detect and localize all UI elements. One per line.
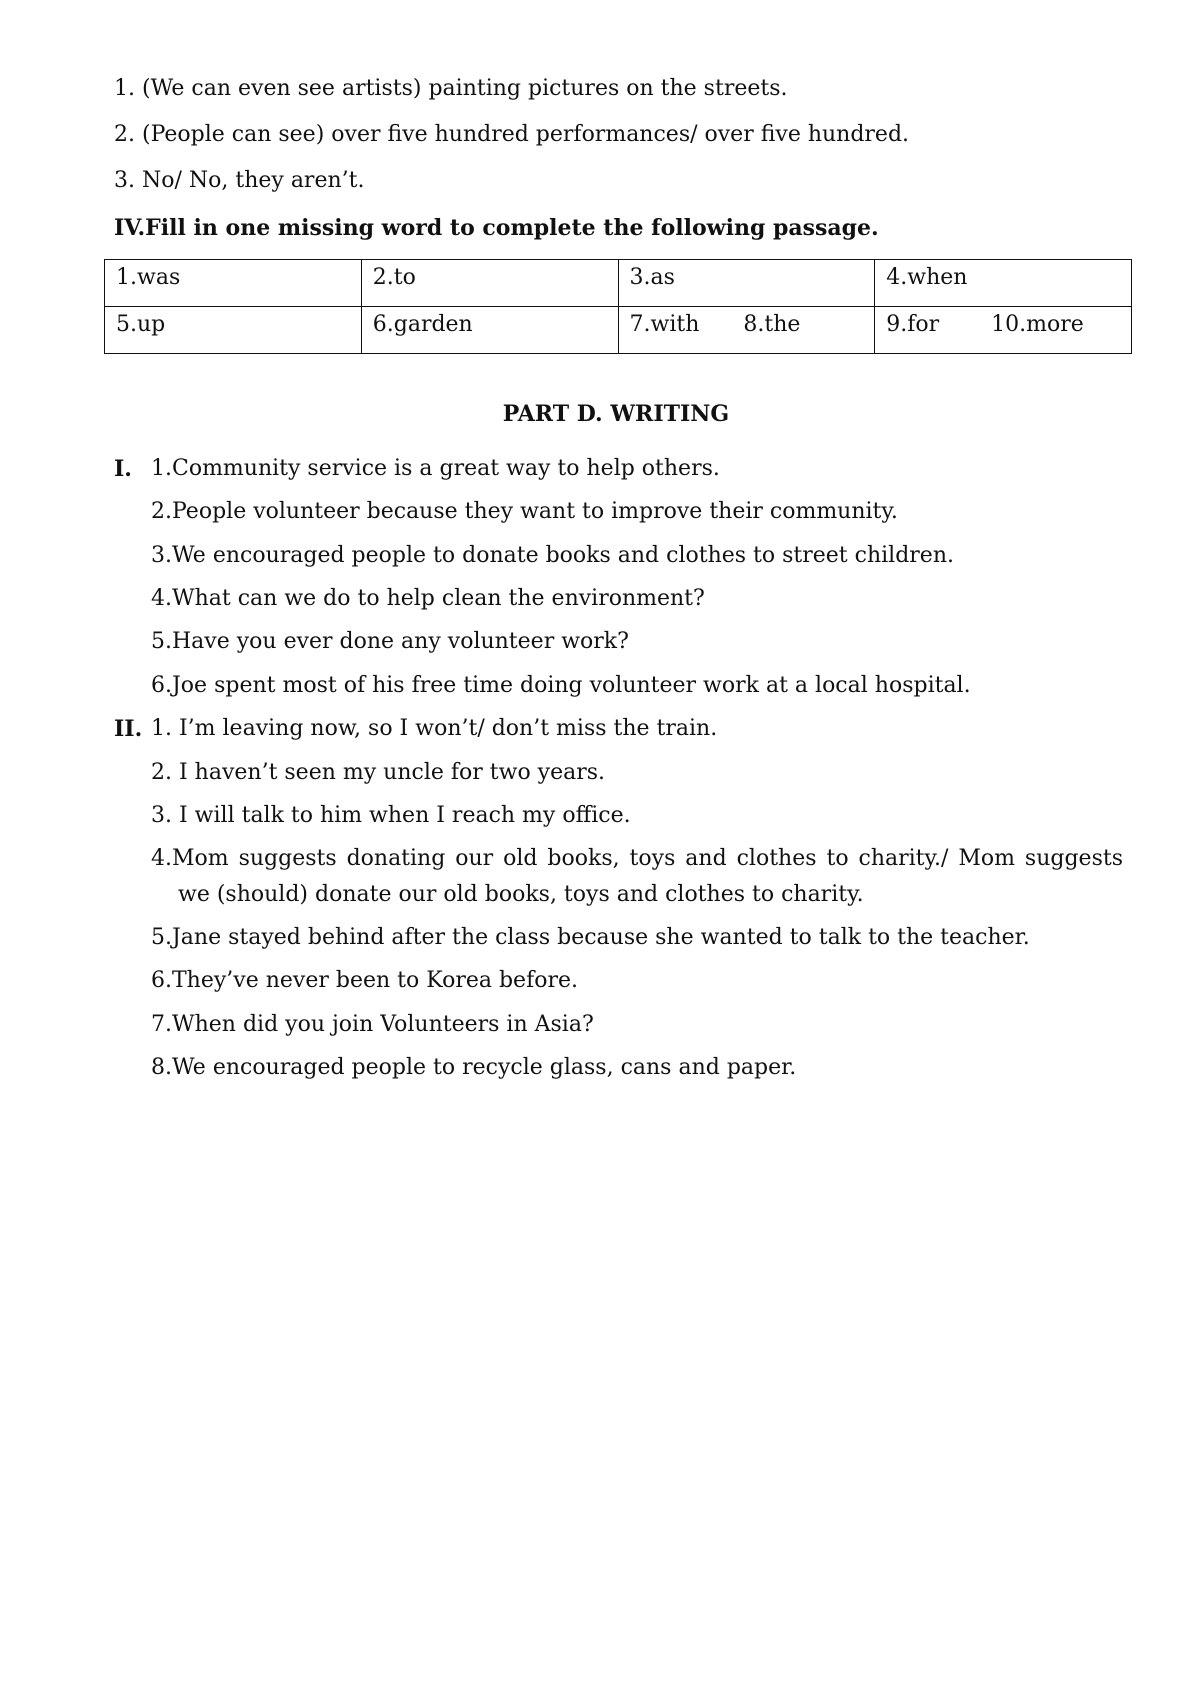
list-item: 1.Community service is a great way to help others. <box>151 456 720 481</box>
answer-7: 7.with <box>629 312 700 337</box>
answer-9: 9.for <box>886 312 940 337</box>
list-item: 6.Joe spent most of his free time doing volunteer work at a local hospital. <box>151 673 971 698</box>
section-iv-title: IV.Fill in one missing word to complete the following passage. <box>114 215 879 241</box>
reading-answer-3: 3. No/ No, they aren’t. <box>114 168 365 193</box>
answer-table <box>104 259 1132 354</box>
list-item: 3. I will talk to him when I reach my office. <box>151 803 631 828</box>
answer-8: 8.the <box>743 312 801 337</box>
list-item: 4.Mom suggests donating our old books, toys and clothes to charity./ Mom suggests <box>151 846 1123 871</box>
list-item: 5.Have you ever done any volunteer work? <box>151 629 629 654</box>
section-i-label: I. <box>114 456 132 482</box>
list-item: 4.What can we do to help clean the environment? <box>151 586 705 611</box>
part-d-title: PART D. WRITING <box>502 401 730 427</box>
table-cell: 2.to <box>361 260 618 307</box>
list-item: 7.When did you join Volunteers in Asia? <box>151 1012 594 1037</box>
reading-answer-1: 1. (We can even see artists) painting pictures on the streets. <box>114 76 788 101</box>
table-cell: 6.garden <box>361 307 618 354</box>
list-item-continuation: we (should) donate our old books, toys and clothes to charity. <box>178 882 864 907</box>
table-cell: 1.was <box>105 260 362 307</box>
table-row <box>105 260 1132 307</box>
list-item: 5.Jane stayed behind after the class because she wanted to talk to the teacher. <box>151 925 1030 950</box>
list-item: 2. I haven’t seen my uncle for two years. <box>151 760 606 785</box>
table-cell <box>875 307 1132 354</box>
table-row <box>105 307 1132 354</box>
table-cell: 5.up <box>105 307 362 354</box>
reading-answer-2: 2. (People can see) over five hundred performances/ over five hundred. <box>114 122 910 147</box>
table-cell <box>618 307 875 354</box>
answer-10: 10.more <box>991 312 1084 337</box>
table-cell: 3.as <box>618 260 875 307</box>
list-item: 8.We encouraged people to recycle glass, cans and paper. <box>151 1055 797 1080</box>
list-item: 3.We encouraged people to donate books and clothes to street children. <box>151 543 954 568</box>
list-item: 1. I’m leaving now, so I won’t/ don’t miss the train. <box>151 716 718 741</box>
table-cell: 4.when <box>875 260 1132 307</box>
list-item: 6.They’ve never been to Korea before. <box>151 968 578 993</box>
section-ii-label: II. <box>114 716 143 742</box>
list-item: 2.People volunteer because they want to improve their community. <box>151 499 898 524</box>
